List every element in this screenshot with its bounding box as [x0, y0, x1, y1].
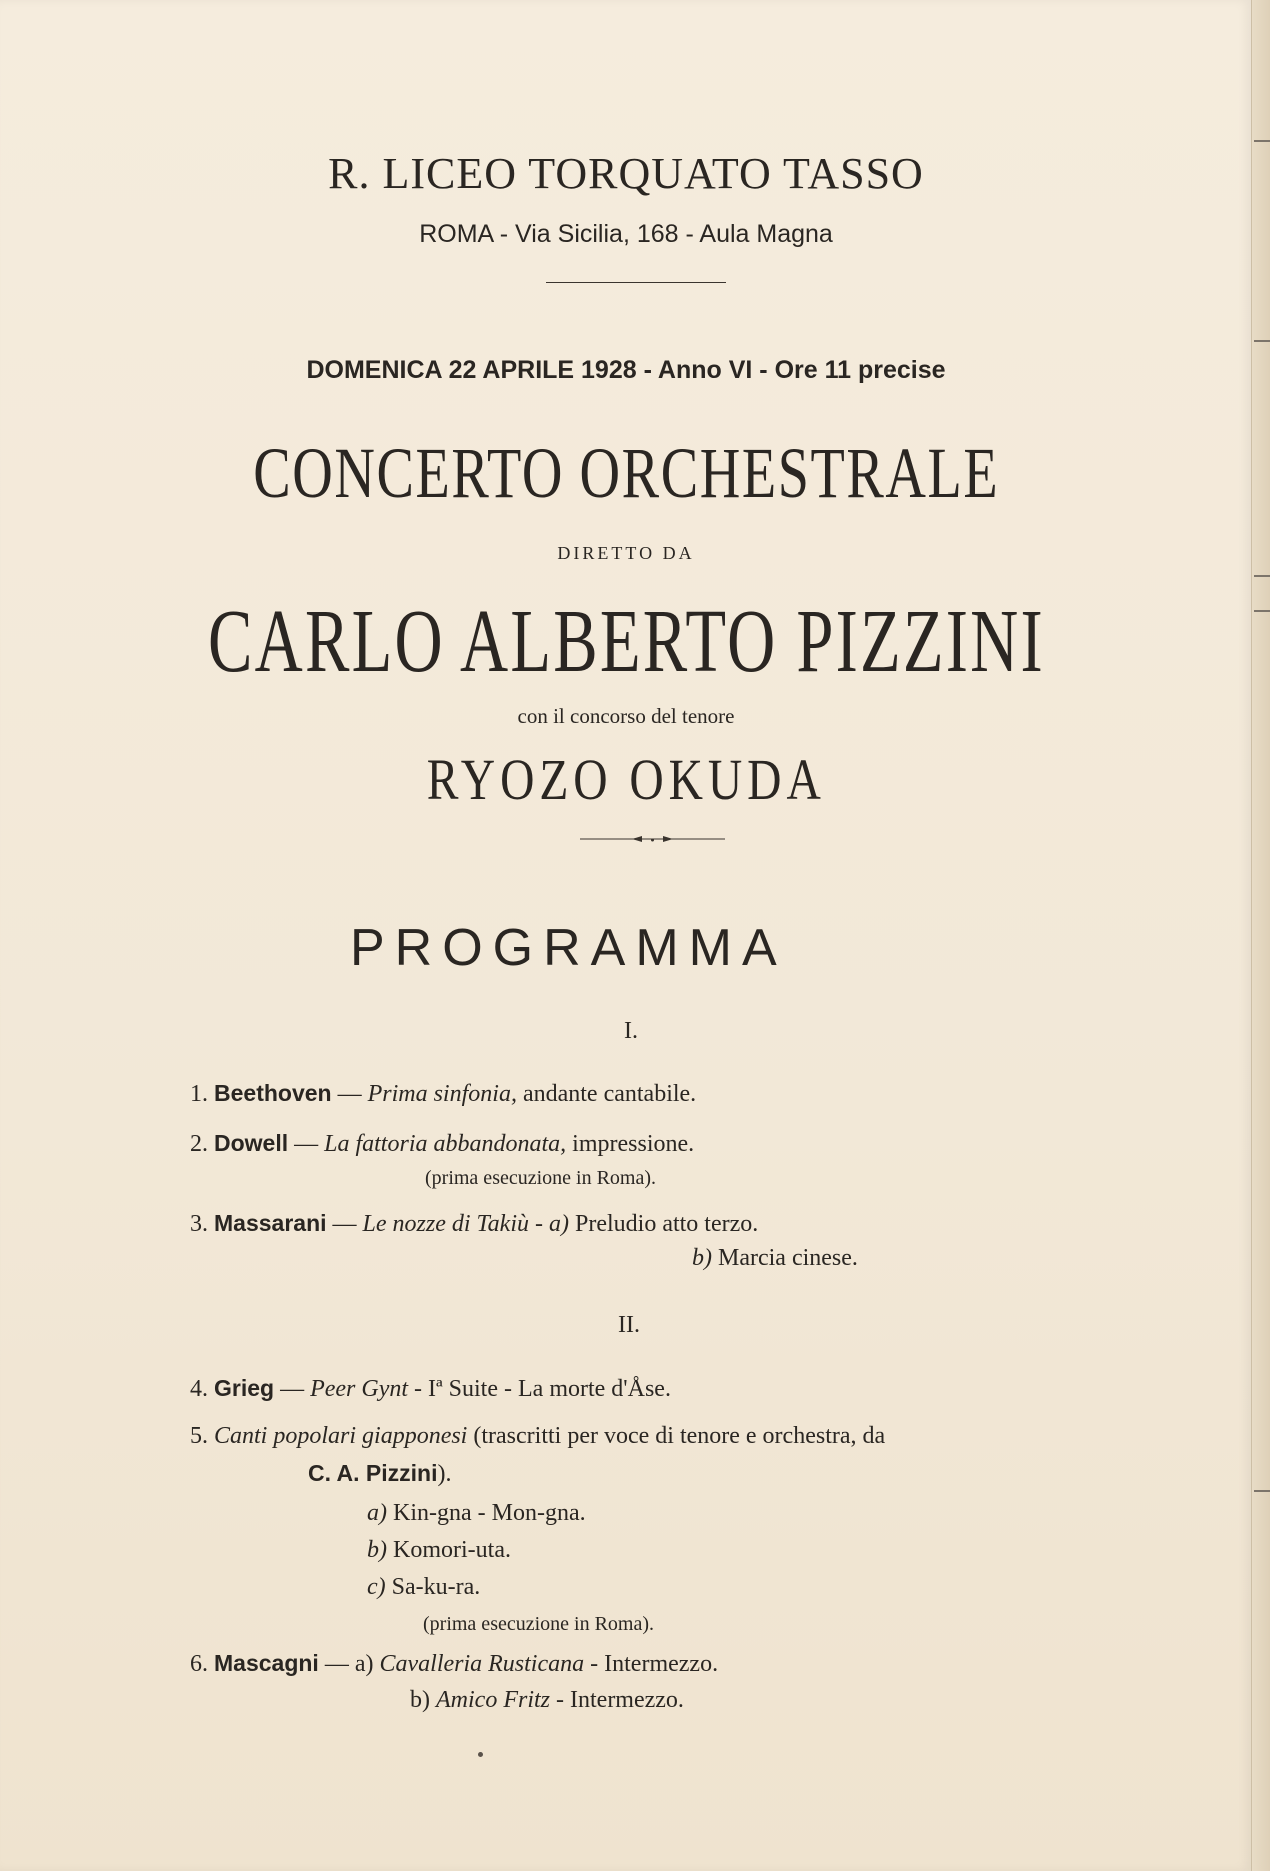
tenor-caption: con il concorso del tenore [517, 704, 735, 728]
arranger-tail: ). [437, 1461, 452, 1487]
work-detail: Intermezzo. [604, 1651, 719, 1677]
separator: - [590, 1651, 599, 1677]
composer-name: Mascagni [214, 1650, 319, 1676]
program-item-6 [190, 1650, 718, 1678]
ink-dot [478, 1752, 483, 1757]
program-item-5 [190, 1423, 885, 1450]
song-title: Komori-uta. [393, 1537, 511, 1563]
page-edge [1251, 0, 1270, 1871]
suite-label: Iª Suite [428, 1376, 498, 1402]
arranger-name: C. A. Pizzini [308, 1460, 438, 1486]
conductor-name: CARLO ALBERTO PIZZINI [207, 592, 1045, 691]
sub-title: Marcia cinese. [718, 1245, 858, 1271]
arranger-line [308, 1460, 452, 1488]
work-detail: andante cantabile. [522, 1081, 697, 1107]
song-label: b) [367, 1537, 387, 1563]
separator: - [414, 1376, 423, 1402]
part-one-numeral: I. [624, 1018, 638, 1044]
composer-name: Massarani [214, 1210, 327, 1236]
item-number: 1. [190, 1081, 208, 1107]
work-title: La fattoria abbandonata, [324, 1131, 567, 1157]
item-number: 2. [190, 1131, 208, 1157]
sub-title: Preludio atto terzo. [574, 1211, 759, 1237]
song-item [367, 1574, 480, 1601]
separator: - [556, 1687, 564, 1713]
item-number: 6. [190, 1651, 208, 1677]
sub-label: b) [410, 1687, 430, 1713]
edge-mark [1254, 610, 1270, 612]
song-label: a) [367, 1500, 387, 1526]
sub-label: b) [692, 1245, 712, 1271]
address-line: ROMA - Via Sicilia, 168 - Aula Magna [419, 220, 833, 248]
program-item-2 [190, 1130, 694, 1158]
program-item-3 [190, 1210, 758, 1238]
work-title: Cavalleria Rusticana [379, 1651, 585, 1677]
edge-mark [1254, 575, 1270, 577]
separator: - [534, 1211, 543, 1237]
item-number: 4. [190, 1376, 208, 1402]
edge-mark [1254, 140, 1270, 142]
separator: - [504, 1376, 512, 1402]
item-number: 3. [190, 1211, 208, 1237]
tenor-wrap [0, 746, 1252, 813]
part-two-numeral: II. [618, 1312, 640, 1338]
programma-heading: PROGRAMMA [350, 919, 787, 977]
song-label: c) [367, 1574, 386, 1600]
song-title: Sa-ku-ra. [391, 1574, 481, 1600]
divider [546, 282, 726, 283]
work-detail: impressione. [572, 1131, 695, 1157]
premiere-note: (prima esecuzione in Roma). [423, 1613, 655, 1635]
work-title: Le nozze di Takiù [362, 1211, 529, 1237]
concert-title: CONCERTO ORCHESTRALE [252, 433, 999, 513]
ornament-icon [580, 833, 725, 845]
song-title: Kin-gna - Mon-gna. [393, 1500, 586, 1526]
edge-mark [1254, 340, 1270, 342]
edge-mark [1254, 1490, 1270, 1492]
program-item-1 [190, 1080, 696, 1108]
dash: — [294, 1131, 319, 1157]
premiere-note: (prima esecuzione in Roma). [425, 1167, 657, 1189]
song-item [367, 1537, 511, 1564]
work-detail: La morte d'Åse. [518, 1376, 671, 1402]
dash: — [337, 1081, 362, 1107]
conductor-wrap [0, 590, 1252, 693]
work-title: Peer Gynt [310, 1376, 409, 1402]
concert-title-wrap [0, 432, 1252, 515]
composer-name: Grieg [214, 1375, 275, 1401]
date-line: DOMENICA 22 APRILE 1928 - Anno VI - Ore 11 precise [306, 356, 946, 384]
program-item-4 [190, 1375, 671, 1403]
sub-label: a) [354, 1651, 374, 1677]
item-number: 5. [190, 1423, 208, 1449]
song-item [367, 1500, 586, 1527]
ornament [580, 832, 725, 844]
dash: — [324, 1651, 349, 1677]
program-item-6-b [410, 1687, 684, 1714]
dash: — [332, 1211, 357, 1237]
directed-by: DIRETTO DA [557, 543, 695, 563]
dash: — [280, 1376, 305, 1402]
work-title: Amico Fritz [436, 1687, 550, 1713]
work-detail: Intermezzo. [570, 1687, 684, 1713]
composer-name: Beethoven [214, 1080, 332, 1106]
work-title: Prima sinfonia, [367, 1081, 517, 1107]
work-title: Canti popolari giapponesi [214, 1423, 468, 1449]
program-item-3-b [692, 1245, 858, 1272]
tenor-name: RYOZO OKUDA [426, 747, 826, 812]
composer-name: Dowell [214, 1130, 289, 1156]
work-detail: (trascritti per voce di tenore e orchestra, da [473, 1423, 886, 1449]
sub-label: a) [548, 1211, 569, 1237]
institution-name: R. LICEO TORQUATO TASSO [328, 149, 924, 198]
